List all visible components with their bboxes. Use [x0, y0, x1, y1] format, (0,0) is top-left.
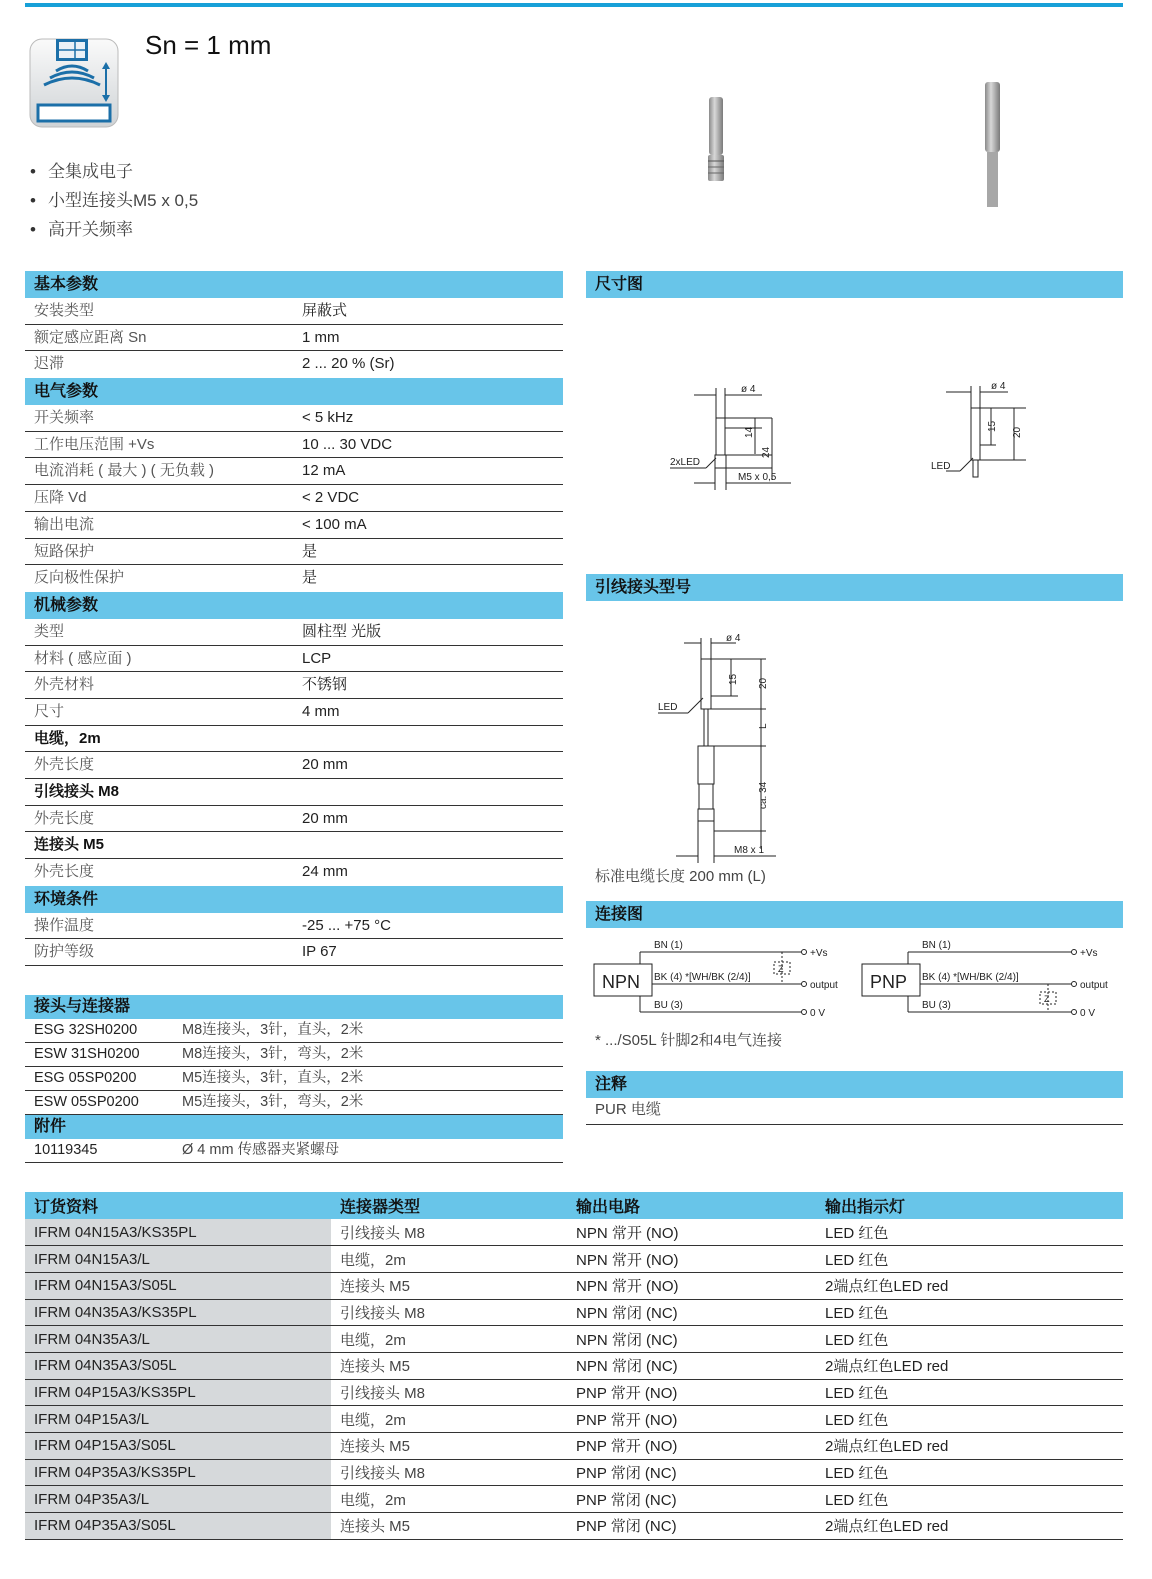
- output-circuit: NPN 常开 (NO): [567, 1272, 816, 1299]
- spec-label: 外壳材料: [34, 676, 95, 694]
- pigtail-panel: [586, 574, 1123, 886]
- spec-row: [25, 646, 563, 673]
- feature-text: 全集成电子: [48, 162, 133, 181]
- pigtail-note: 标准电缆长度 200 mm (L): [595, 868, 766, 885]
- spec-row: [25, 539, 563, 566]
- output-indicator: 2端点红色LED red: [816, 1352, 1123, 1379]
- spec-label: 电流消耗 ( 最大 ) ( 无负载 ): [34, 462, 214, 480]
- pigtail-dim-20: 20: [758, 677, 769, 689]
- feature-item: • 小型连接头M5 x 0,5: [30, 191, 199, 210]
- pigtail-thread: M8 x 1: [734, 845, 765, 856]
- pigtail-dim-34: ca. 34: [758, 781, 769, 809]
- wiring-panel: [586, 901, 1123, 1050]
- spec-label: 操作温度: [34, 916, 95, 934]
- npn-bk: BK (4) *[WH/BK (2/4)]: [654, 972, 751, 983]
- spec-row: [25, 432, 563, 459]
- connector-code: ESW 05SP0200: [34, 1094, 139, 1110]
- order-code: IFRM 04P15A3/L: [25, 1406, 331, 1433]
- feature-text: 小型连接头M5 x 0,5: [48, 191, 199, 210]
- connector-desc: M5连接头，3针，直头，2米: [182, 1070, 364, 1086]
- order-row: [25, 1513, 1123, 1540]
- dim-right-15: 15: [987, 420, 998, 432]
- output-indicator: LED 红色: [816, 1326, 1123, 1353]
- output-circuit: NPN 常开 (NO): [567, 1246, 816, 1273]
- order-code: IFRM 04N15A3/L: [25, 1246, 331, 1273]
- dim-right-diameter: ø 4: [991, 381, 1006, 392]
- spec-row: [25, 485, 563, 512]
- subsection-title: 连接头 M5: [34, 836, 105, 854]
- npn-output: output: [810, 980, 838, 991]
- spec-value: 20 mm: [302, 756, 348, 774]
- spec-row: [25, 351, 563, 378]
- subsection-title: 引线接头 M8: [34, 783, 120, 800]
- subsection-cable: [25, 726, 563, 753]
- output-indicator: 2端点红色LED red: [816, 1513, 1123, 1540]
- spec-row: [25, 619, 563, 646]
- spec-label: 压降 Vd: [34, 489, 87, 507]
- spec-row: [25, 325, 563, 352]
- pnp-bn: BN (1): [922, 940, 951, 951]
- pigtail-dim-L: L: [758, 723, 769, 729]
- spec-value: 是: [302, 542, 318, 560]
- spec-label: 外壳长度: [34, 809, 95, 827]
- product-photo-connector: [706, 95, 726, 190]
- spec-value: 是: [302, 569, 318, 587]
- spec-row: [25, 565, 563, 592]
- spec-row: [25, 458, 563, 485]
- npn-label: NPN: [602, 972, 641, 992]
- pnp-label: PNP: [870, 972, 908, 992]
- output-indicator: LED 红色: [816, 1379, 1123, 1406]
- feature-list: [30, 157, 198, 244]
- output-indicator: LED 红色: [816, 1299, 1123, 1326]
- spec-panel: [25, 271, 563, 966]
- spec-value: IP 67: [302, 943, 337, 961]
- spec-label: 工作电压范围 +Vs: [34, 435, 155, 453]
- output-indicator: LED 红色: [816, 1246, 1123, 1273]
- spec-row: [25, 913, 563, 940]
- spec-label: 外壳长度: [34, 863, 95, 881]
- subsection-connector: [25, 832, 563, 859]
- order-code: IFRM 04N35A3/KS35PL: [25, 1299, 331, 1326]
- order-row: [25, 1406, 1123, 1433]
- output-circuit: PNP 常闭 (NC): [567, 1513, 816, 1540]
- spec-value: < 5 kHz: [302, 409, 354, 427]
- npn-z: Z: [778, 964, 784, 974]
- spec-row: [25, 699, 563, 726]
- spec-row: [25, 512, 563, 539]
- spec-label: 开关频率: [34, 409, 95, 427]
- connector-type: 电缆，2m: [331, 1486, 567, 1513]
- output-circuit: PNP 常闭 (NC): [567, 1459, 816, 1486]
- spec-row: [25, 405, 563, 432]
- spec-value: 屏蔽式: [302, 302, 348, 319]
- spec-value: 2 ... 20 % (Sr): [302, 355, 395, 373]
- order-row: [25, 1326, 1123, 1353]
- section-header-environment: 环境条件: [25, 886, 563, 913]
- spec-label: 外壳长度: [34, 756, 95, 774]
- spec-row: [25, 672, 563, 699]
- order-row: [25, 1299, 1123, 1326]
- spec-label: 尺寸: [34, 702, 65, 720]
- feature-text: 高开关频率: [48, 220, 133, 239]
- output-circuit: PNP 常开 (NO): [567, 1433, 816, 1460]
- connector-type: 电缆，2m: [331, 1246, 567, 1273]
- dim-left-24: 24: [761, 446, 772, 458]
- section-header-mechanical: 机械参数: [25, 592, 563, 619]
- notes-panel: [586, 1071, 1123, 1125]
- section-header-dimension: 尺寸图: [586, 271, 1123, 298]
- spec-label: 安装类型: [34, 302, 95, 319]
- connector-type: 引线接头 M8: [331, 1379, 567, 1406]
- spec-label: 迟滞: [34, 355, 65, 373]
- spec-value: 20 mm: [302, 809, 348, 827]
- output-indicator: LED 红色: [816, 1219, 1123, 1246]
- product-photo-cable: [982, 80, 1004, 215]
- order-header-cell: 输出电路: [567, 1192, 816, 1219]
- connectors-panel: [25, 995, 563, 1163]
- connector-desc: M8连接头，3针，弯头，2米: [182, 1046, 364, 1062]
- spec-label: 短路保护: [34, 542, 95, 560]
- order-row: [25, 1486, 1123, 1513]
- order-code: IFRM 04P15A3/KS35PL: [25, 1379, 331, 1406]
- connector-desc: M8连接头，3针，直头，2米: [182, 1022, 364, 1038]
- accessory-row: [25, 1139, 563, 1163]
- npn-vs: +Vs: [810, 948, 828, 959]
- dim-right-led: LED: [931, 461, 951, 472]
- order-code: IFRM 04N15A3/S05L: [25, 1272, 331, 1299]
- spec-label: 反向极性保护: [34, 569, 125, 587]
- order-header-cell: 输出指示灯: [816, 1192, 1123, 1219]
- pigtail-diameter: ø 4: [726, 633, 741, 644]
- dim-left-14: 14: [744, 426, 755, 438]
- pnp-bu: BU (3): [922, 1000, 951, 1011]
- spec-row: [25, 939, 563, 966]
- connector-type: 连接头 M5: [331, 1272, 567, 1299]
- order-row: [25, 1272, 1123, 1299]
- spec-value: 4 mm: [302, 702, 340, 720]
- spec-value: 12 mA: [302, 462, 346, 480]
- top-accent-bar: [25, 3, 1123, 7]
- order-row: [25, 1219, 1123, 1246]
- pigtail-dim-15: 15: [728, 673, 739, 685]
- order-row: [25, 1379, 1123, 1406]
- output-indicator: LED 红色: [816, 1486, 1123, 1513]
- spec-label: 材料 ( 感应面 ): [34, 649, 132, 667]
- section-header-pigtail: 引线接头型号: [586, 574, 1123, 601]
- order-row: [25, 1433, 1123, 1460]
- order-code: IFRM 04N15A3/KS35PL: [25, 1219, 331, 1246]
- spec-value: < 2 VDC: [302, 489, 360, 507]
- spec-value: -25 ... +75 °C: [302, 916, 391, 934]
- output-indicator: LED 红色: [816, 1459, 1123, 1486]
- pnp-0v: 0 V: [1080, 1008, 1096, 1019]
- connector-desc: M5连接头，3针，弯头，2米: [182, 1094, 364, 1110]
- connector-type: 连接头 M5: [331, 1513, 567, 1540]
- dim-left-led: 2xLED: [670, 457, 701, 468]
- order-code: IFRM 04N35A3/S05L: [25, 1352, 331, 1379]
- connector-row: [25, 1019, 563, 1043]
- output-circuit: PNP 常开 (NO): [567, 1406, 816, 1433]
- order-header-cell: 连接器类型: [331, 1192, 567, 1219]
- order-code: IFRM 04P35A3/L: [25, 1486, 331, 1513]
- pnp-output: output: [1080, 980, 1108, 991]
- pnp-bk: BK (4) *[WH/BK (2/4)]: [922, 972, 1019, 983]
- output-circuit: NPN 常开 (NO): [567, 1219, 816, 1246]
- output-indicator: 2端点红色LED red: [816, 1272, 1123, 1299]
- spec-value: 10 ... 30 VDC: [302, 435, 393, 453]
- npn-bu: BU (3): [654, 1000, 683, 1011]
- sensing-distance-title: Sn = 1 mm: [145, 30, 272, 60]
- section-header-connectors: 接头与连接器: [25, 995, 563, 1019]
- pigtail-drawing: [586, 601, 1123, 863]
- connector-row: [25, 1067, 563, 1091]
- connector-type: 电缆，2m: [331, 1406, 567, 1433]
- output-indicator: LED 红色: [816, 1406, 1123, 1433]
- pigtail-led: LED: [658, 702, 678, 713]
- connector-code: ESW 31SH0200: [34, 1046, 140, 1062]
- section-header-accessories: 附件: [25, 1115, 563, 1139]
- connector-code: ESG 05SP0200: [34, 1070, 137, 1086]
- spec-label: 额定感应距离 Sn: [34, 328, 147, 346]
- order-header-row: [25, 1192, 1123, 1219]
- spec-value: LCP: [302, 649, 332, 667]
- accessory-desc: Ø 4 mm 传感器夹紧螺母: [182, 1142, 340, 1158]
- output-circuit: NPN 常闭 (NC): [567, 1326, 816, 1353]
- connector-type: 引线接头 M8: [331, 1459, 567, 1486]
- spec-value: 1 mm: [302, 328, 340, 346]
- connector-code: ESG 32SH0200: [34, 1022, 138, 1038]
- spec-value: 不锈钢: [302, 676, 348, 694]
- spec-label: 防护等级: [34, 943, 95, 961]
- spec-value: 圆柱型 光版: [302, 622, 382, 640]
- npn-0v: 0 V: [810, 1008, 826, 1019]
- dimension-panel: [586, 271, 1123, 533]
- connector-row: [25, 1043, 563, 1067]
- dim-left-thread: M5 x 0,5: [738, 472, 777, 483]
- output-circuit: PNP 常闭 (NC): [567, 1486, 816, 1513]
- accessory-code: 10119345: [34, 1142, 98, 1158]
- order-header-cell: 订货资料: [25, 1192, 331, 1219]
- order-code: IFRM 04P35A3/KS35PL: [25, 1459, 331, 1486]
- spec-value: 24 mm: [302, 863, 348, 881]
- spec-row: [25, 859, 563, 886]
- subsection-pigtail: [25, 779, 563, 806]
- order-row: [25, 1246, 1123, 1273]
- notes-text: PUR 电缆: [586, 1098, 1123, 1125]
- spec-row: [25, 752, 563, 779]
- spec-label: 输出电流: [34, 515, 95, 533]
- order-row: [25, 1352, 1123, 1379]
- spec-row: [25, 806, 563, 833]
- feature-item: • 高开关频率: [30, 220, 133, 239]
- section-header-basic: 基本参数: [25, 271, 563, 298]
- spec-row: [25, 298, 563, 325]
- spec-label: 类型: [34, 622, 65, 640]
- order-code: IFRM 04P35A3/S05L: [25, 1513, 331, 1540]
- inductive-sensor-icon: [28, 37, 120, 129]
- connector-type: 连接头 M5: [331, 1352, 567, 1379]
- connector-row: [25, 1091, 563, 1115]
- order-code: IFRM 04N35A3/L: [25, 1326, 331, 1353]
- output-indicator: 2端点红色LED red: [816, 1433, 1123, 1460]
- output-circuit: NPN 常闭 (NC): [567, 1352, 816, 1379]
- output-circuit: PNP 常开 (NO): [567, 1379, 816, 1406]
- section-header-notes: 注释: [586, 1071, 1123, 1098]
- connector-type: 引线接头 M8: [331, 1219, 567, 1246]
- section-header-electrical: 电气参数: [25, 378, 563, 405]
- pnp-vs: +Vs: [1080, 948, 1098, 959]
- spec-value: < 100 mA: [302, 515, 367, 533]
- feature-item: • 全集成电子: [30, 162, 133, 181]
- dim-left-diameter: ø 4: [741, 384, 756, 395]
- npn-bn: BN (1): [654, 940, 683, 951]
- wiring-diagram: [586, 928, 1123, 1024]
- pnp-z: Z: [1044, 994, 1050, 1004]
- order-code: IFRM 04P15A3/S05L: [25, 1433, 331, 1460]
- section-header-wiring: 连接图: [586, 901, 1123, 928]
- connector-type: 连接头 M5: [331, 1433, 567, 1460]
- order-row: [25, 1459, 1123, 1486]
- wiring-footnote: * .../S05L 针脚2和4电气连接: [595, 1032, 783, 1049]
- dimension-drawing: [586, 298, 1123, 528]
- subsection-title: 电缆，2m: [34, 729, 101, 747]
- dim-right-20: 20: [1012, 426, 1023, 438]
- connector-type: 电缆，2m: [331, 1326, 567, 1353]
- output-circuit: NPN 常闭 (NC): [567, 1299, 816, 1326]
- order-table: [25, 1192, 1123, 1540]
- connector-type: 引线接头 M8: [331, 1299, 567, 1326]
